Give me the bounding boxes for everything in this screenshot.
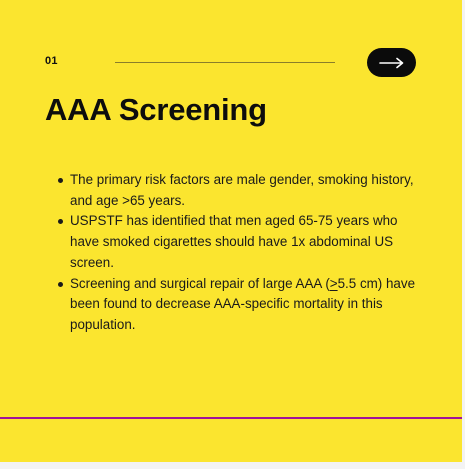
next-slide-button[interactable] xyxy=(367,48,416,77)
bullet-risk-factors: The primary risk factors are male gender, smoking history, and age >65 years. xyxy=(70,170,430,211)
bullet-list xyxy=(70,170,430,336)
page-title: AAA Screening xyxy=(45,92,267,127)
bullet-repair-prefix: Screening and surgical repair of large AAA ( xyxy=(70,275,330,291)
bullet-uspstf-recommendation: USPSTF has identified that men aged 65-75 years who have smoked cigarettes should have 1x abdominal US screen. xyxy=(70,211,430,273)
header-divider xyxy=(115,62,335,63)
bottom-accent-line xyxy=(0,417,462,419)
arrow-right-icon xyxy=(379,57,405,69)
bullet-repair-suffix: 5.5 cm) have been found to decrease AAA-specific mortality in this population. xyxy=(70,275,416,332)
slide-number: 01 xyxy=(45,55,58,67)
bullet-surgical-repair xyxy=(70,274,430,336)
greater-equal-symbol: > xyxy=(329,275,338,291)
